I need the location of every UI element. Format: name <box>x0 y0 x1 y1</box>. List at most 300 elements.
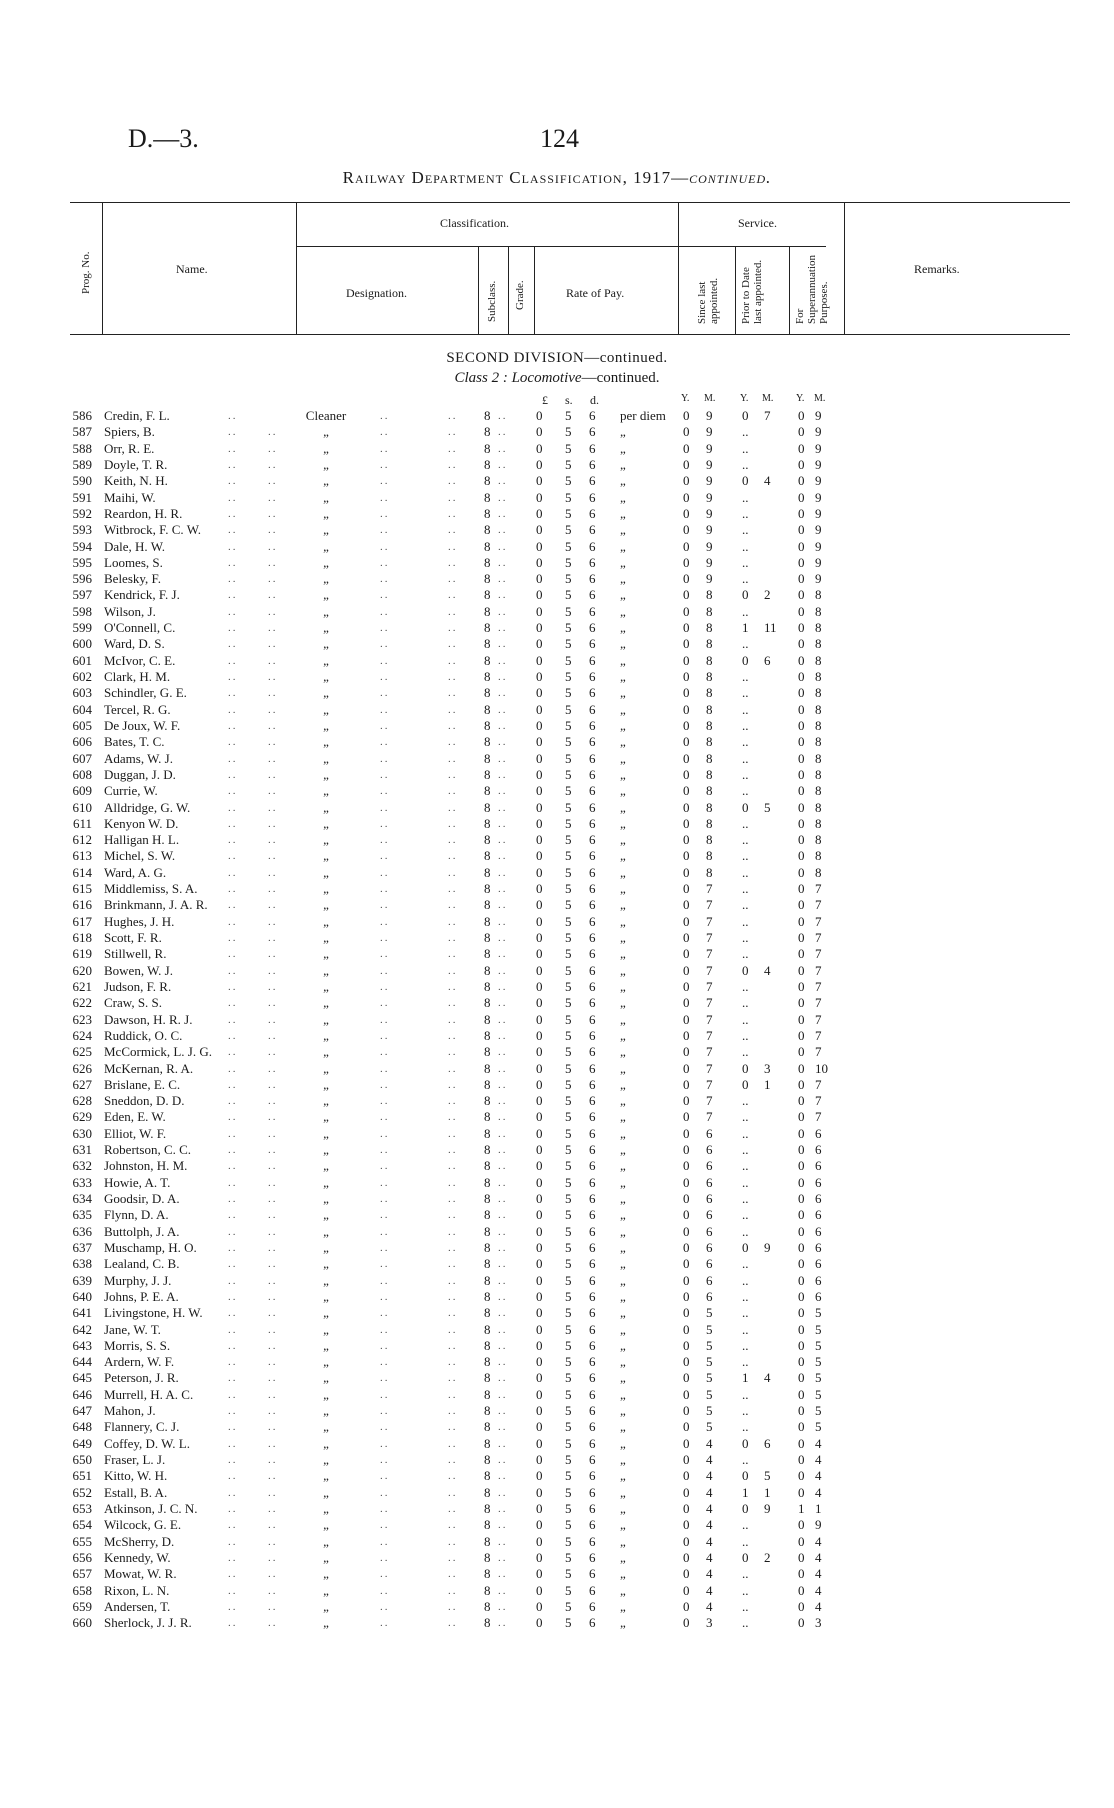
since-months: 7 <box>706 1027 713 1043</box>
since-months: 8 <box>706 734 713 750</box>
subclass: 8 <box>484 1354 491 1370</box>
since-months: 8 <box>706 701 713 717</box>
pay-pence: 6 <box>589 1109 596 1125</box>
pay-pounds: 0 <box>536 1500 543 1516</box>
super-months: 3 <box>815 1615 822 1631</box>
header-remarks: Remarks. <box>914 262 960 276</box>
pay-shillings: 5 <box>565 864 572 880</box>
staff-name: Orr, R. E. <box>104 440 155 456</box>
rate-unit-ditto: „ <box>620 1403 626 1419</box>
pay-pence: 6 <box>589 1484 596 1500</box>
leader-dots: .. <box>380 850 390 863</box>
leader-dots: .. <box>268 475 278 488</box>
prior-years: 0 <box>742 962 749 978</box>
super-years: 0 <box>798 766 805 782</box>
super-years: 0 <box>798 1321 805 1337</box>
pay-pounds: 0 <box>536 978 543 994</box>
prior-months: 2 <box>764 587 771 603</box>
since-months: 6 <box>706 1256 713 1272</box>
leader-dots: .. <box>448 866 458 879</box>
leader-dots: .. <box>448 491 458 504</box>
leader-dots: .. <box>448 1323 458 1336</box>
rate-unit-ditto: „ <box>620 1093 626 1109</box>
leader-dots: .. <box>268 1160 278 1173</box>
pay-shillings: 5 <box>565 1011 572 1027</box>
pay-pounds: 0 <box>536 1452 543 1467</box>
pay-pounds: 0 <box>536 473 543 489</box>
since-months: 9 <box>706 408 713 423</box>
since-years: 0 <box>683 522 690 538</box>
designation-ditto: „ <box>323 1321 329 1337</box>
leader-dots: .. <box>380 1176 390 1189</box>
leader-dots: .. <box>448 1372 458 1385</box>
super-months: 7 <box>815 962 822 978</box>
since-months: 7 <box>706 897 713 913</box>
table-row <box>0 1109 1114 1125</box>
leader-dots: .. <box>380 410 390 422</box>
since-months: 5 <box>706 1305 713 1321</box>
pay-pounds: 0 <box>536 620 543 636</box>
super-years: 0 <box>798 1076 805 1092</box>
table-row <box>0 1142 1114 1158</box>
staff-name: Judson, F. R. <box>104 978 172 994</box>
rate-unit-ditto: „ <box>620 962 626 978</box>
since-years: 0 <box>683 1484 690 1500</box>
pay-pounds: 0 <box>536 1517 543 1533</box>
prior-years: 0 <box>742 652 749 668</box>
leader-dots: .. <box>448 1160 458 1173</box>
leader-dots: .. <box>448 589 458 602</box>
prior-months: 1 <box>764 1484 771 1500</box>
leader-dots: .. <box>268 948 278 961</box>
rate-unit-ditto: „ <box>620 538 626 554</box>
super-months: 7 <box>815 946 822 962</box>
pay-pounds: 0 <box>536 1272 543 1288</box>
leader-dots: .. <box>448 1405 458 1418</box>
leader-dots: .. <box>380 1111 390 1124</box>
table-row <box>0 490 1114 506</box>
staff-name: Dawson, H. R. J. <box>104 1011 193 1027</box>
leader-dots: .. <box>228 1274 238 1287</box>
class-title <box>0 370 1114 387</box>
super-months: 4 <box>815 1582 822 1598</box>
leader-dots: .. <box>448 410 458 422</box>
leader-dots: .. <box>228 899 238 912</box>
pay-pence: 6 <box>589 571 596 587</box>
staff-name: Buttolph, J. A. <box>104 1223 180 1239</box>
leader-dots: .. <box>380 1454 390 1466</box>
leader-dots: .. <box>380 475 390 488</box>
leader-dots: .. <box>498 1274 508 1287</box>
leader-dots: .. <box>380 1225 390 1238</box>
super-years: 0 <box>798 489 805 505</box>
staff-name: Sherlock, J. J. R. <box>104 1615 192 1631</box>
title-main: Railway Department Classification, 1917— <box>342 168 690 187</box>
leader-dots: .. <box>228 768 238 781</box>
since-months: 7 <box>706 1076 713 1092</box>
prior-years: .. <box>742 522 749 538</box>
prog-no: 605 <box>72 717 92 733</box>
header-mid-rule <box>296 246 826 247</box>
leader-dots: .. <box>268 915 278 928</box>
super-years: 0 <box>798 1305 805 1321</box>
prior-years: .. <box>742 1044 749 1060</box>
table-row <box>0 1322 1114 1338</box>
rate-unit-ditto: „ <box>620 440 626 456</box>
leader-dots: .. <box>448 1062 458 1075</box>
table-row <box>0 408 1114 424</box>
leader-dots: .. <box>380 1078 390 1091</box>
pay-pence: 6 <box>589 1566 596 1582</box>
super-months: 9 <box>815 408 822 423</box>
prior-years: .. <box>742 1191 749 1206</box>
pay-pence: 6 <box>589 1500 596 1516</box>
prog-no: 601 <box>72 652 92 668</box>
leader-dots: .. <box>228 964 238 977</box>
subclass: 8 <box>484 864 491 880</box>
prog-no: 650 <box>72 1452 92 1467</box>
rate-unit-ditto: „ <box>620 799 626 815</box>
prog-no: 610 <box>72 799 92 815</box>
leader-dots: .. <box>268 866 278 879</box>
header-divider-4 <box>508 246 509 334</box>
prog-no: 653 <box>72 1500 92 1516</box>
prog-no: 600 <box>72 636 92 652</box>
since-months: 9 <box>706 489 713 505</box>
since-years: 0 <box>683 1582 690 1598</box>
pay-pence: 6 <box>589 669 596 684</box>
pay-pence: 6 <box>589 685 596 701</box>
pay-pounds: 0 <box>536 408 543 423</box>
staff-name: Witbrock, F. C. W. <box>104 522 202 538</box>
leader-dots: .. <box>380 1551 390 1564</box>
leader-dots: .. <box>228 1078 238 1091</box>
staff-name: Adams, W. J. <box>104 750 173 766</box>
pay-shillings: 5 <box>565 1354 572 1370</box>
staff-name: Middlemiss, S. A. <box>104 881 198 897</box>
pay-pounds: 0 <box>536 1223 543 1239</box>
prior-years: .. <box>742 685 749 701</box>
prog-no: 594 <box>72 538 92 554</box>
since-years: 0 <box>683 1549 690 1565</box>
table-row <box>0 963 1114 979</box>
prior-years: .. <box>742 864 749 880</box>
designation-ditto: „ <box>323 636 329 652</box>
super-months: 6 <box>815 1223 822 1239</box>
since-years: 0 <box>683 881 690 897</box>
super-months: 4 <box>815 1484 822 1500</box>
leader-dots: .. <box>498 1356 508 1369</box>
since-months: 4 <box>706 1452 713 1467</box>
table-row <box>0 1534 1114 1550</box>
leader-dots: .. <box>268 1323 278 1336</box>
leader-dots: .. <box>498 785 508 798</box>
rate-unit-ditto: „ <box>620 783 626 799</box>
since-years: 0 <box>683 1207 690 1223</box>
leader-dots: .. <box>228 1486 238 1499</box>
leader-dots: .. <box>498 1258 508 1271</box>
leader-dots: .. <box>448 573 458 586</box>
prior-years: .. <box>742 669 749 684</box>
table-row <box>0 1289 1114 1305</box>
pay-pounds: 0 <box>536 1468 543 1484</box>
leader-dots: .. <box>228 589 238 602</box>
since-years: 0 <box>683 1435 690 1451</box>
leader-dots: .. <box>228 540 238 553</box>
super-years: 0 <box>798 799 805 815</box>
subclass: 8 <box>484 701 491 717</box>
since-years: 0 <box>683 1517 690 1533</box>
since-months: 6 <box>706 1191 713 1206</box>
since-years: 0 <box>683 930 690 945</box>
header-divider-6 <box>678 202 679 334</box>
subclass: 8 <box>484 848 491 864</box>
pay-pounds: 0 <box>536 603 543 619</box>
leader-dots: .. <box>380 524 390 537</box>
subclass: 8 <box>484 995 491 1011</box>
designation-ditto: „ <box>323 587 329 603</box>
super-months: 8 <box>815 636 822 652</box>
since-months: 9 <box>706 554 713 570</box>
super-months: 8 <box>815 832 822 848</box>
leader-dots: .. <box>498 997 508 1010</box>
super-months: 5 <box>815 1403 822 1419</box>
table-row <box>0 1207 1114 1223</box>
pay-shillings: 5 <box>565 1484 572 1500</box>
leader-dots: .. <box>498 1454 508 1466</box>
leader-dots: .. <box>268 1307 278 1320</box>
pay-shillings: 5 <box>565 799 572 815</box>
since-months: 7 <box>706 962 713 978</box>
leader-dots: .. <box>448 719 458 732</box>
leader-dots: .. <box>448 1486 458 1499</box>
subclass: 8 <box>484 1093 491 1109</box>
leader-dots: .. <box>498 475 508 488</box>
leader-dots: .. <box>448 752 458 765</box>
prior-years: .. <box>742 1125 749 1141</box>
leader-dots: .. <box>268 1584 278 1597</box>
header-prior-to: Prior to Date last appointed. <box>740 259 764 324</box>
table-row <box>0 1061 1114 1077</box>
leader-dots: .. <box>228 605 238 618</box>
leader-dots: .. <box>268 1551 278 1564</box>
pay-pence: 6 <box>589 1256 596 1272</box>
leader-dots: .. <box>380 1323 390 1336</box>
leader-dots: .. <box>498 1176 508 1189</box>
pay-pounds: 0 <box>536 783 543 799</box>
leader-dots: .. <box>268 817 278 830</box>
super-years: 0 <box>798 995 805 1011</box>
staff-name: Fraser, L. J. <box>104 1452 166 1467</box>
table-row <box>0 1566 1114 1582</box>
leader-dots: .. <box>228 491 238 504</box>
leader-dots: .. <box>448 1013 458 1026</box>
leader-dots: .. <box>498 1470 508 1483</box>
leader-dots: .. <box>268 1470 278 1483</box>
prior-years: .. <box>742 1386 749 1402</box>
pay-shillings: 5 <box>565 587 572 603</box>
leader-dots: .. <box>228 883 238 896</box>
pay-pounds: 0 <box>536 1239 543 1255</box>
subclass: 8 <box>484 571 491 587</box>
rate-unit-ditto: „ <box>620 1354 626 1370</box>
prior-years: .. <box>742 848 749 864</box>
pay-pounds: 0 <box>536 522 543 538</box>
since-years: 0 <box>683 1223 690 1239</box>
prior-months: 4 <box>764 1370 771 1386</box>
leader-dots: .. <box>268 622 278 635</box>
staff-name: Reardon, H. R. <box>104 505 183 521</box>
since-months: 4 <box>706 1435 713 1451</box>
prior-years: 1 <box>742 1370 749 1386</box>
prog-no: 608 <box>72 766 92 782</box>
table-row <box>0 718 1114 734</box>
pay-pence: 6 <box>589 1386 596 1402</box>
pay-pounds: 0 <box>536 1337 543 1353</box>
since-years: 0 <box>683 1321 690 1337</box>
leader-dots: .. <box>448 1437 458 1450</box>
since-years: 0 <box>683 505 690 521</box>
since-months: 6 <box>706 1272 713 1288</box>
rate-unit-ditto: „ <box>620 897 626 913</box>
designation-ditto: „ <box>323 848 329 864</box>
super-months: 8 <box>815 864 822 880</box>
staff-name: Livingstone, H. W. <box>104 1305 203 1321</box>
leader-dots: .. <box>268 1013 278 1026</box>
super-months: 7 <box>815 1093 822 1109</box>
prior-years: .. <box>742 489 749 505</box>
prog-no: 613 <box>72 848 92 864</box>
super-months: 8 <box>815 603 822 619</box>
leader-dots: .. <box>380 556 390 569</box>
table-row <box>0 571 1114 587</box>
leader-dots: .. <box>380 1029 390 1042</box>
super-years: 0 <box>798 1533 805 1549</box>
super-months: 8 <box>815 848 822 864</box>
leader-dots: .. <box>448 980 458 993</box>
leader-dots: .. <box>380 703 390 716</box>
rate-unit-ditto: „ <box>620 1566 626 1582</box>
rate-unit-ditto: „ <box>620 1256 626 1272</box>
pay-pounds: 0 <box>536 685 543 701</box>
pay-pence: 6 <box>589 1403 596 1419</box>
leader-dots: .. <box>498 1127 508 1140</box>
since-years: 0 <box>683 913 690 929</box>
subclass: 8 <box>484 734 491 750</box>
super-years: 0 <box>798 1060 805 1076</box>
since-months: 8 <box>706 766 713 782</box>
pay-pounds: 0 <box>536 1354 543 1370</box>
leader-dots: .. <box>498 801 508 814</box>
super-months: 7 <box>815 978 822 994</box>
table-row <box>0 1224 1114 1240</box>
leader-dots: .. <box>448 850 458 863</box>
pay-pence: 6 <box>589 636 596 652</box>
rate-unit-ditto: „ <box>620 473 626 489</box>
leader-dots: .. <box>268 1046 278 1059</box>
prior-months: 9 <box>764 1500 771 1516</box>
since-months: 4 <box>706 1484 713 1500</box>
table-row <box>0 539 1114 555</box>
pay-pence: 6 <box>589 1419 596 1435</box>
pay-shillings: 5 <box>565 1223 572 1239</box>
pay-pounds: 0 <box>536 571 543 587</box>
class-name: Locomotive <box>511 370 582 386</box>
since-months: 8 <box>706 783 713 799</box>
prog-no: 621 <box>72 978 92 994</box>
leader-dots: .. <box>268 1062 278 1075</box>
subclass: 8 <box>484 1517 491 1533</box>
pay-pounds: 0 <box>536 1386 543 1402</box>
rate-unit-ditto: „ <box>620 1598 626 1614</box>
leader-dots: .. <box>498 883 508 896</box>
pay-shillings: 5 <box>565 1044 572 1060</box>
unit-super-months: M. <box>814 393 826 404</box>
pay-shillings: 5 <box>565 1174 572 1190</box>
leader-dots: .. <box>498 736 508 749</box>
super-years: 0 <box>798 881 805 897</box>
super-years: 0 <box>798 1158 805 1174</box>
pay-shillings: 5 <box>565 1598 572 1614</box>
designation-ditto: „ <box>323 930 329 945</box>
pay-pounds: 0 <box>536 456 543 472</box>
staff-name: Alldridge, G. W. <box>104 799 191 815</box>
leader-dots: .. <box>268 654 278 667</box>
table-row <box>0 441 1114 457</box>
staff-name: Stillwell, R. <box>104 946 167 962</box>
prog-no: 643 <box>72 1337 92 1353</box>
rate-unit-ditto: „ <box>620 766 626 782</box>
subclass: 8 <box>484 1288 491 1304</box>
prior-years: 0 <box>742 1076 749 1092</box>
leader-dots: .. <box>268 1356 278 1369</box>
super-months: 9 <box>815 456 822 472</box>
super-years: 0 <box>798 473 805 489</box>
pay-shillings: 5 <box>565 701 572 717</box>
designation-ditto: „ <box>323 881 329 897</box>
subclass: 8 <box>484 913 491 929</box>
staff-name: Andersen, T. <box>104 1598 171 1614</box>
subclass: 8 <box>484 1566 491 1582</box>
rate-unit-ditto: „ <box>620 1484 626 1500</box>
super-months: 9 <box>815 473 822 489</box>
designation-ditto: „ <box>323 1109 329 1125</box>
prog-no: 611 <box>72 815 92 831</box>
since-months: 6 <box>706 1142 713 1158</box>
leader-dots: .. <box>380 1405 390 1418</box>
leader-dots: .. <box>448 638 458 651</box>
since-years: 0 <box>683 1500 690 1516</box>
since-years: 0 <box>683 1403 690 1419</box>
pay-pounds: 0 <box>536 848 543 864</box>
leader-dots: .. <box>228 817 238 830</box>
since-months: 9 <box>706 424 713 440</box>
since-years: 0 <box>683 1419 690 1435</box>
since-months: 3 <box>706 1615 713 1631</box>
super-years: 0 <box>798 1109 805 1125</box>
leader-dots: .. <box>448 736 458 749</box>
prog-no: 609 <box>72 783 92 799</box>
prog-no: 635 <box>72 1207 92 1223</box>
pay-pounds: 0 <box>536 930 543 945</box>
header-top-rule <box>70 202 1070 203</box>
prior-years: .. <box>742 1207 749 1223</box>
pay-pence: 6 <box>589 1076 596 1092</box>
since-months: 9 <box>706 440 713 456</box>
prog-no: 592 <box>72 505 92 521</box>
unit-shillings: s. <box>565 393 573 407</box>
super-years: 0 <box>798 1354 805 1370</box>
